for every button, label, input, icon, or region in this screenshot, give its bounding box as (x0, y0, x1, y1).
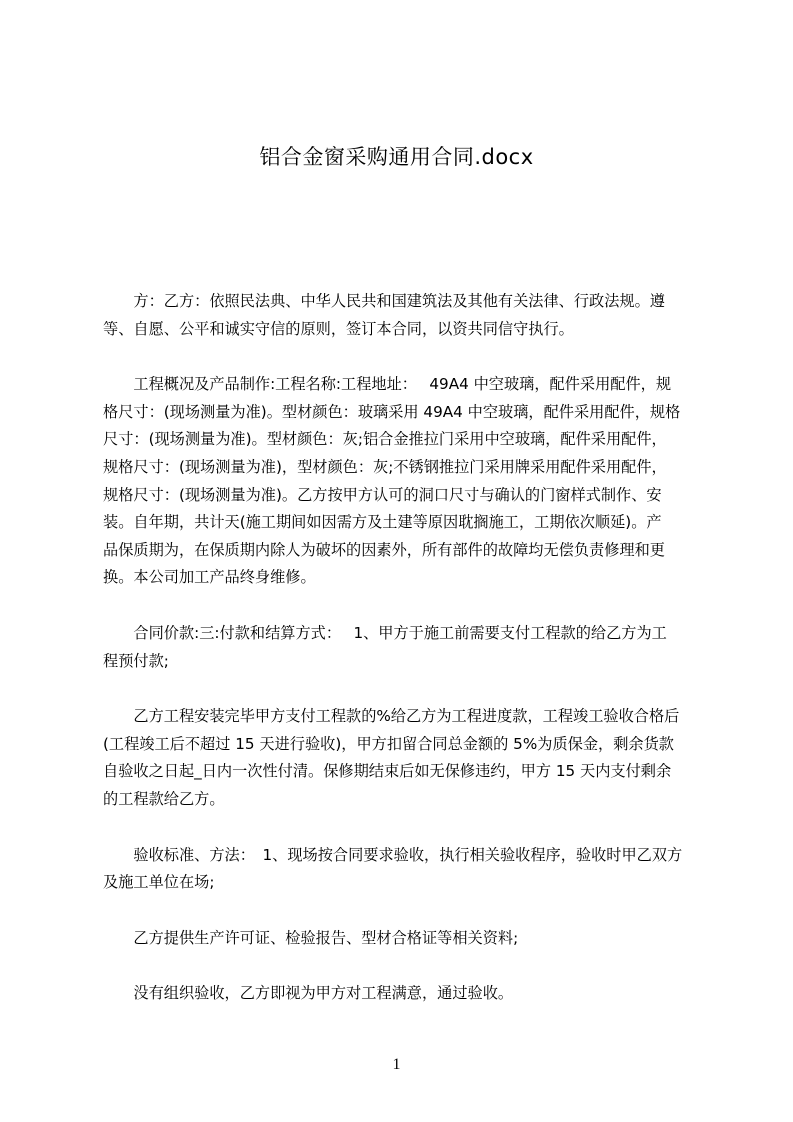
text-line: 合同价款:三:付款和结算方式： 1、甲方于施工前需要支付工程款的给乙方为工 (103, 623, 667, 642)
text-line: 装。自年期，共计天(施工期间如因需方及土建等原因耽搁施工，工期依次顺延)。产 (103, 513, 662, 532)
text-line: 工程概况及产品制作:工程名称:工程地址： 49A4 中空玻璃，配件采用配件，规 (103, 375, 672, 394)
paragraph-acceptance-standard (103, 842, 708, 897)
text-line: 方：乙方：依照民法典、中华人民共和国建筑法及其他有关法律、行政法规。遵 (103, 292, 665, 310)
text-line: 格尺寸：(现场测量为准)。型材颜色：玻璃采用 49A4 中空玻璃，配件采用配件，规格 (103, 402, 681, 421)
paragraph-acceptance-deemed (103, 980, 708, 1008)
text-line: 尺寸：(现场测量为准)。型材颜色：灰;铝合金推拉门采用中空玻璃，配件采用配件， (103, 430, 667, 449)
text-line: 品保质期为，在保质期内除人为破坏的因素外，所有部件的故障均无偿负责修理和更 (103, 540, 665, 559)
text-line: 及施工单位在场; (103, 873, 215, 892)
paragraph-parties (103, 288, 708, 343)
text-line: 的工程款给乙方。 (103, 789, 225, 808)
paragraph-contract-price (103, 620, 708, 675)
text-line: 验收标准、方法： 1、现场按合同要求验收，执行相关验收程序，验收时甲乙双方 (103, 845, 683, 864)
document-body (103, 288, 708, 1036)
paragraph-payment (103, 703, 708, 813)
text-line: 等、自愿、公平和诚实守信的原则，签订本合同，以资共同信守执行。 (103, 319, 574, 338)
page-number: 1 (392, 1056, 401, 1073)
text-line: 程预付款; (103, 651, 169, 670)
document-title: 铝合金窗采购通用合同.docx (259, 145, 534, 169)
text-line: 乙方提供生产许可证、检验报告、型材合格证等相关资料; (103, 928, 519, 947)
text-line: 规格尺寸：(现场测量为准)。乙方按甲方认可的洞口尺寸与确认的门窗样式制作、安 (103, 485, 662, 504)
text-line: 乙方工程安装完毕甲方支付工程款的%给乙方为工程进度款，工程竣工验收合格后 (103, 707, 680, 726)
text-line: 没有组织验收，乙方即视为甲方对工程满意，通过验收。 (103, 984, 514, 1003)
text-line: 换。本公司加工产品终身维修。 (103, 568, 316, 587)
paragraph-project-overview (103, 371, 708, 592)
paragraph-documents (103, 925, 708, 953)
text-line: 规格尺寸：(现场测量为准)，型材颜色：灰;不锈钢推拉门采用牌采用配件采用配件， (103, 457, 667, 476)
text-line: (工程竣工后不超过 15 天进行验收)，甲方扣留合同总金额的 5%为质保金，剩余货款 (103, 734, 674, 753)
text-line: 自验收之日起_日内一次性付清。保修期结束后如无保修违约，甲方 15 天内支付剩余 (103, 762, 672, 781)
